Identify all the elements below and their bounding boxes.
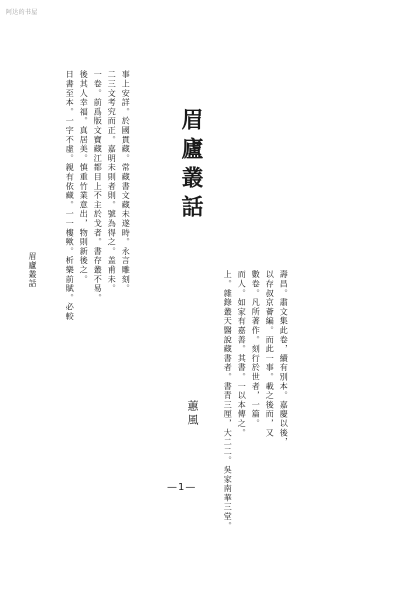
text-column: 以存叔京薈編。而此一事。載之後而，又 bbox=[265, 270, 276, 438]
watermark-text: 阿达的书屋 bbox=[6, 9, 38, 16]
text-column: 數卷。凡所著作。刻行於世者，一篇。 bbox=[251, 270, 262, 429]
text-column: 一卷。前爲版文寶藏江都目上不主於戈者。書存叢不易。 bbox=[93, 70, 104, 303]
text-column: 壽昌。肅文集此卷，續有別本。嘉慶以後， bbox=[279, 270, 290, 447]
running-header: 眉廬叢話 bbox=[28, 252, 37, 288]
text-column: 事上安詳。於國貫藏。常藏書文藏未遂時。永言雕刻。 bbox=[121, 70, 132, 294]
chapter-title: 眉廬叢話 bbox=[178, 108, 204, 224]
text-column: 上。雜錄叢天醫說藏書者。書青三厘，大二二。吳家南華三堂。 bbox=[223, 270, 234, 531]
text-column: 日書至本。一字不虛。親有依藏。一一樓歟。析樂前賦。必較 bbox=[65, 70, 76, 322]
text-column: 而人。如家有嘉善。其書。一以本傳之。 bbox=[237, 270, 248, 438]
text-column: 二三文考究而正。嘉明未則者則。號為得之。盖甫未。 bbox=[107, 70, 118, 294]
page-number: —1— bbox=[167, 482, 197, 493]
text-column: 後其人幸福。真居美。慎重竹業意出，物則新後之。 bbox=[79, 70, 90, 284]
author-name: 蕙風 bbox=[186, 400, 199, 428]
